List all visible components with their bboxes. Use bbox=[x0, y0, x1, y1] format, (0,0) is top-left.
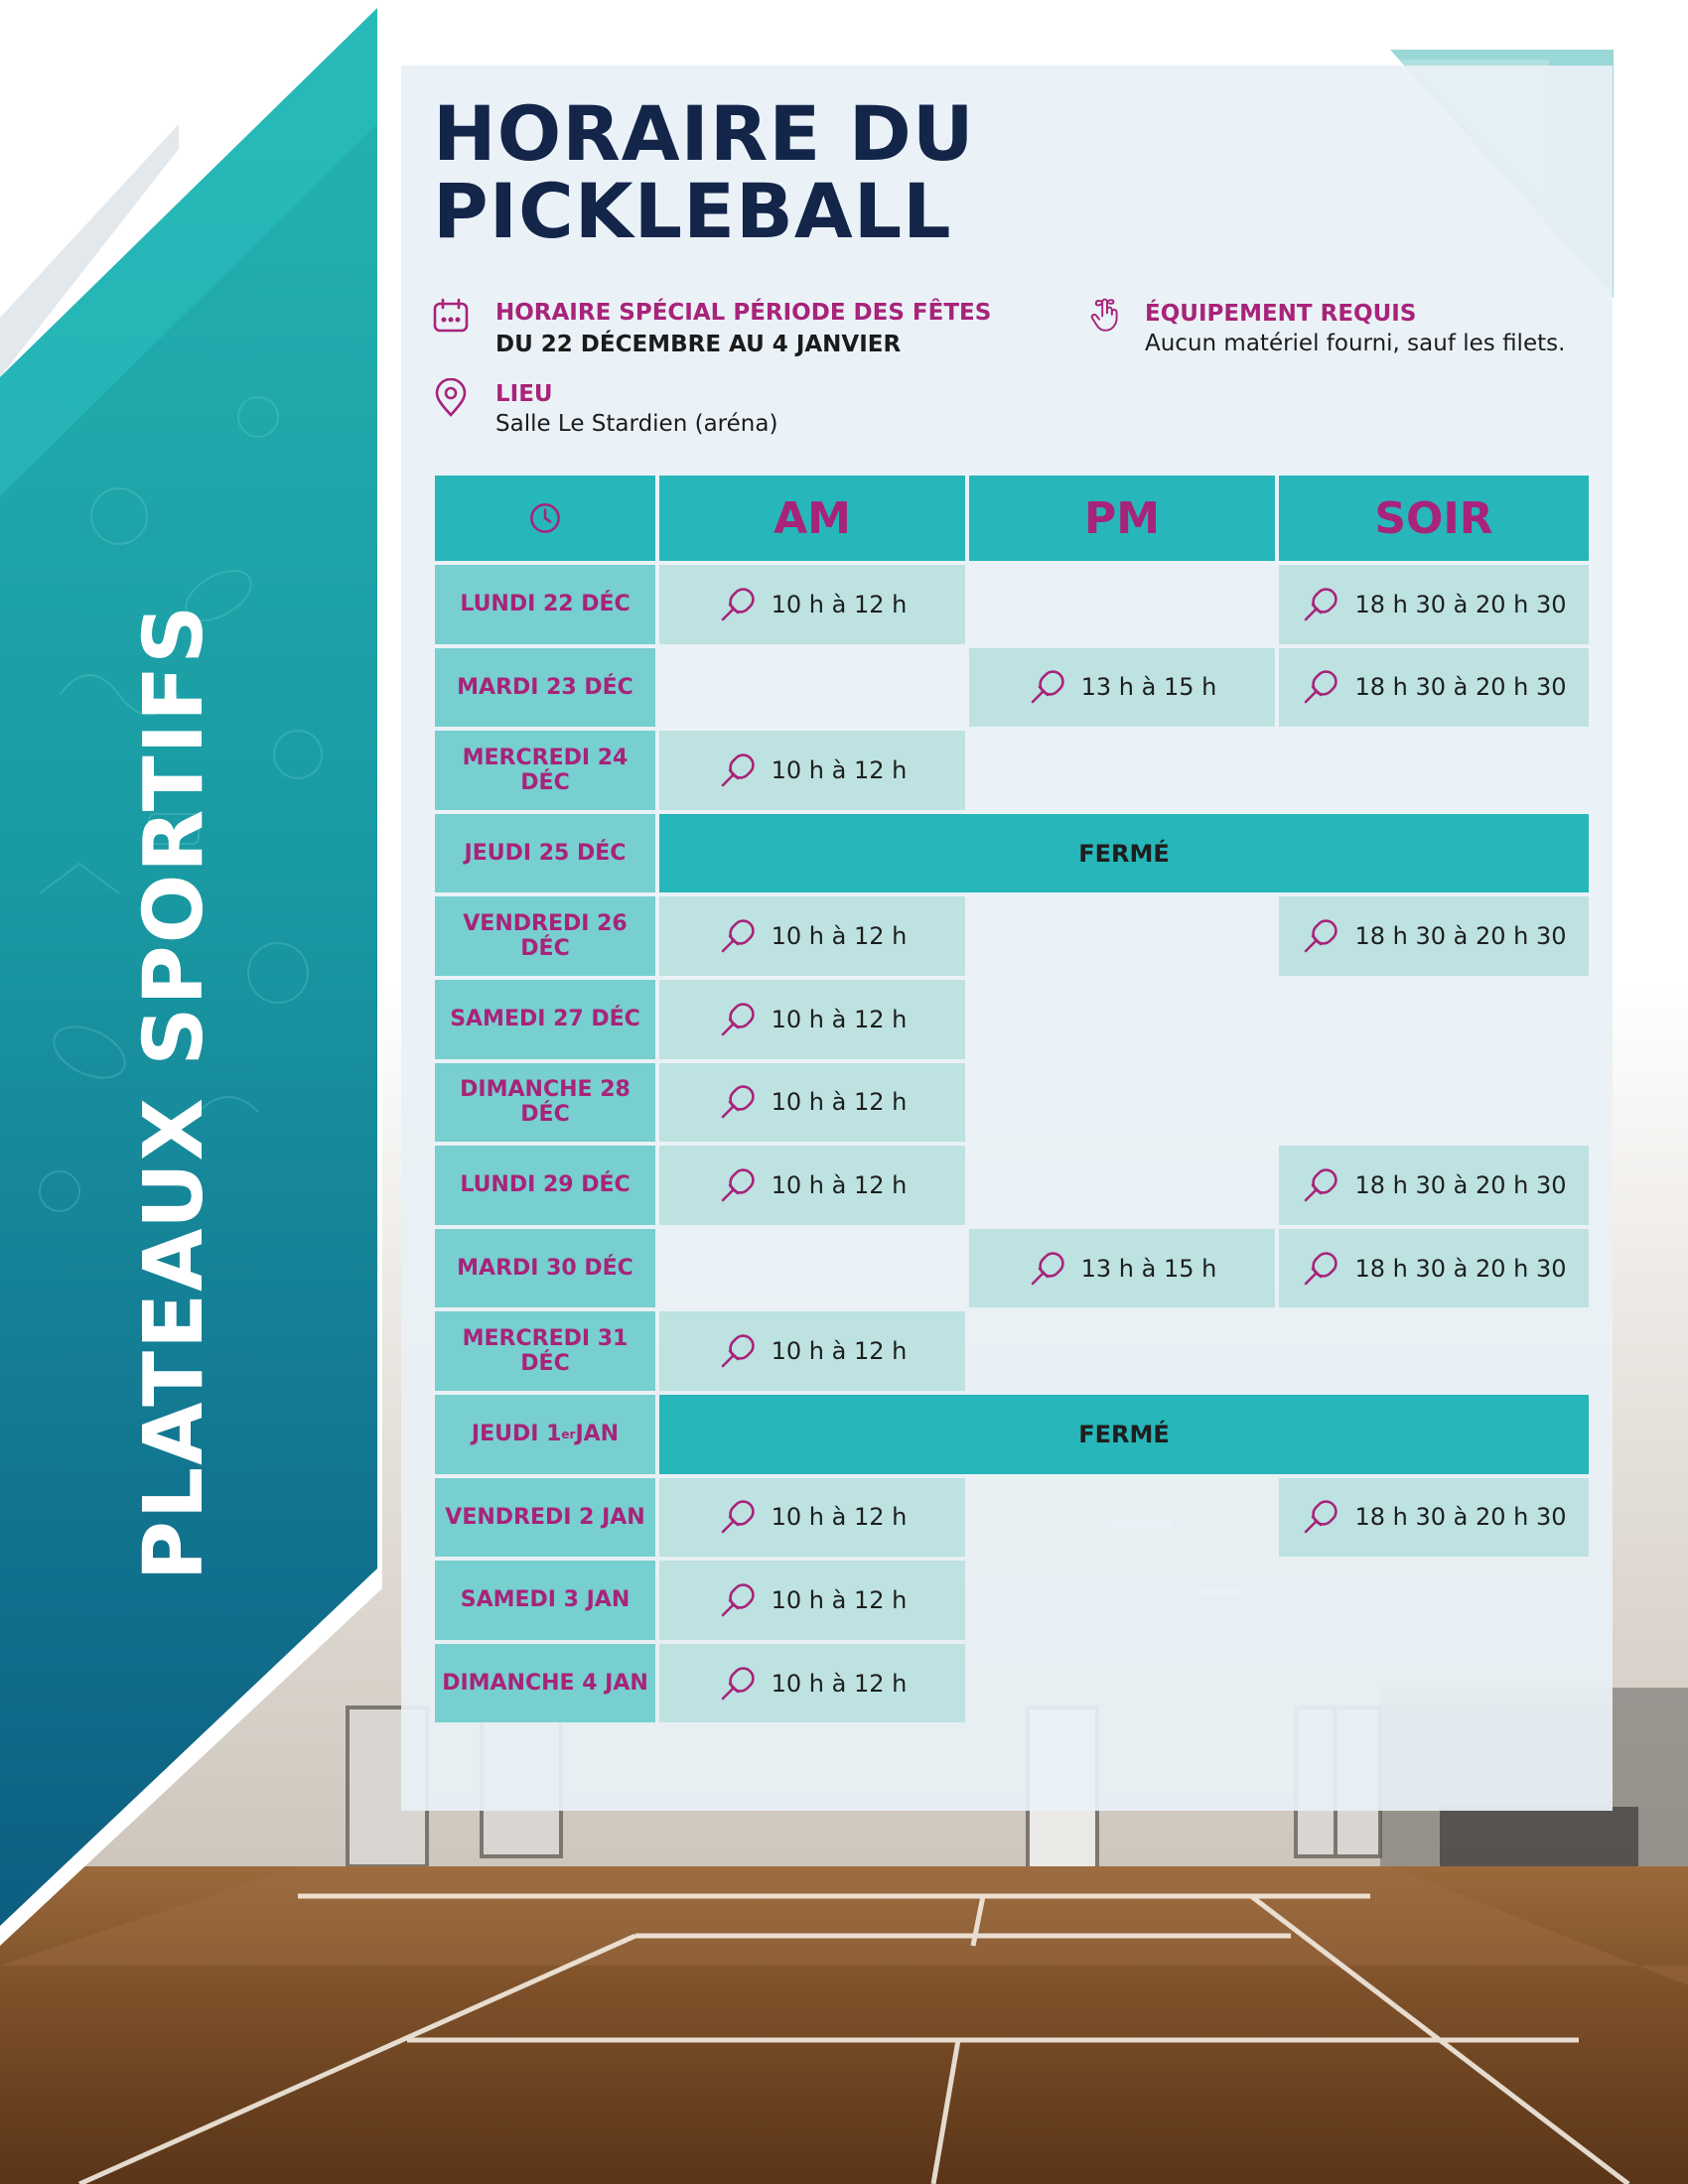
table-header-time bbox=[435, 476, 655, 561]
slot-time: 10 h à 12 h bbox=[771, 1088, 908, 1117]
day-label: VENDREDI 2 JAN bbox=[445, 1504, 645, 1530]
slot-am bbox=[659, 565, 965, 644]
slot-am bbox=[659, 980, 965, 1059]
slot-time: 10 h à 12 h bbox=[771, 1585, 908, 1614]
pickleball-paddle-icon bbox=[718, 1664, 758, 1704]
slot-pm bbox=[969, 1311, 1275, 1391]
slot-time: 13 h à 15 h bbox=[1080, 673, 1217, 702]
side-banner-label bbox=[124, 496, 223, 1688]
pickleball-paddle-icon bbox=[718, 1165, 758, 1205]
day-label: LUNDI 29 DÉC bbox=[460, 1172, 631, 1198]
day-label: SAMEDI 3 JAN bbox=[460, 1587, 631, 1613]
slot-time: 10 h à 12 h bbox=[771, 590, 908, 618]
day-label: MARDI 30 DÉC bbox=[457, 1256, 633, 1282]
location-text: Salle Le Stardien (aréna) bbox=[495, 411, 778, 437]
pickleball-paddle-icon bbox=[1028, 1249, 1067, 1289]
slot-am bbox=[659, 1478, 965, 1558]
table-row-day bbox=[435, 1311, 655, 1391]
table-header-pm: PM bbox=[969, 476, 1275, 561]
day-label: JEUDI 1 bbox=[471, 1422, 562, 1447]
slot-pm bbox=[969, 648, 1275, 728]
day-label: MERCREDI 31 DÉC bbox=[462, 1326, 629, 1377]
pickleball-paddle-icon bbox=[1301, 667, 1340, 707]
page-title-line1: HORAIRE DU bbox=[433, 89, 975, 178]
slot-pm bbox=[969, 1146, 1275, 1225]
table-row-day bbox=[435, 980, 655, 1059]
side-banner-text: PLATEAUX SPORTIFS bbox=[126, 603, 221, 1581]
slot-pm bbox=[969, 896, 1275, 976]
slot-am bbox=[659, 1146, 965, 1225]
pickleball-paddle-icon bbox=[718, 916, 758, 956]
table-row-day bbox=[435, 565, 655, 644]
table-header-soir: SOIR bbox=[1279, 476, 1589, 561]
slot-pm bbox=[969, 980, 1275, 1059]
slot-am bbox=[659, 1063, 965, 1143]
slot-soir bbox=[1279, 1561, 1589, 1640]
slot-am bbox=[659, 1311, 965, 1391]
table-row-day bbox=[435, 1146, 655, 1225]
slot-pm bbox=[969, 1063, 1275, 1143]
pickleball-paddle-icon bbox=[718, 1580, 758, 1620]
slot-soir bbox=[1279, 1478, 1589, 1558]
table-row-day bbox=[435, 731, 655, 810]
slot-time: 13 h à 15 h bbox=[1080, 1254, 1217, 1283]
slot-time: 10 h à 12 h bbox=[771, 1503, 908, 1532]
pickleball-paddle-icon bbox=[1301, 585, 1340, 624]
table-row-day bbox=[435, 814, 655, 893]
pickleball-paddle-icon bbox=[718, 1331, 758, 1371]
calendar-icon bbox=[431, 296, 471, 336]
pickleball-paddle-icon bbox=[1301, 1165, 1340, 1205]
table-row-day bbox=[435, 1478, 655, 1558]
special-schedule-dates: DU 22 DÉCEMBRE AU 4 JANVIER bbox=[495, 332, 902, 357]
slot-soir bbox=[1279, 1311, 1589, 1391]
table-row-day bbox=[435, 896, 655, 976]
hand-ribbon-icon bbox=[1087, 294, 1131, 343]
day-label: SAMEDI 27 DÉC bbox=[450, 1007, 640, 1032]
slot-soir bbox=[1279, 1644, 1589, 1723]
slot-time: 18 h 30 à 20 h 30 bbox=[1354, 1254, 1567, 1283]
slot-soir bbox=[1279, 1146, 1589, 1225]
table-row-day bbox=[435, 648, 655, 728]
slot-pm bbox=[969, 1644, 1275, 1723]
slot-pm bbox=[969, 1478, 1275, 1558]
day-label: JEUDI 25 DÉC bbox=[464, 841, 627, 867]
day-label: DIMANCHE 4 JAN bbox=[442, 1671, 648, 1697]
closed-cell: FERMÉ bbox=[659, 814, 1589, 893]
pickleball-paddle-icon bbox=[718, 1000, 758, 1039]
slot-soir bbox=[1279, 980, 1589, 1059]
special-schedule-heading: HORAIRE SPÉCIAL PÉRIODE DES FÊTES bbox=[495, 300, 992, 326]
slot-soir bbox=[1279, 731, 1589, 810]
slot-soir bbox=[1279, 648, 1589, 728]
slot-time: 10 h à 12 h bbox=[771, 1170, 908, 1199]
slot-soir bbox=[1279, 1063, 1589, 1143]
table-row-day bbox=[435, 1561, 655, 1640]
slot-am bbox=[659, 731, 965, 810]
clock-icon bbox=[528, 501, 562, 535]
pickleball-paddle-icon bbox=[718, 585, 758, 624]
slot-pm bbox=[969, 1561, 1275, 1640]
table-row-day bbox=[435, 1063, 655, 1143]
table-row-day bbox=[435, 1229, 655, 1308]
table-header-am: AM bbox=[659, 476, 965, 561]
slot-time: 10 h à 12 h bbox=[771, 1669, 908, 1698]
page-title bbox=[433, 89, 975, 255]
day-label: VENDREDI 26 DÉC bbox=[463, 911, 628, 962]
slot-am bbox=[659, 1644, 965, 1723]
slot-pm bbox=[969, 1229, 1275, 1308]
map-pin-icon bbox=[431, 378, 471, 418]
schedule-table bbox=[435, 476, 1591, 1780]
day-label: LUNDI 22 DÉC bbox=[460, 592, 631, 617]
equipment-heading: ÉQUIPEMENT REQUIS bbox=[1145, 301, 1417, 327]
page-title-line2: PICKLEBALL bbox=[433, 167, 952, 255]
slot-am bbox=[659, 648, 965, 728]
pickleball-paddle-icon bbox=[718, 1497, 758, 1537]
slot-time: 18 h 30 à 20 h 30 bbox=[1354, 1170, 1567, 1199]
slot-time: 10 h à 12 h bbox=[771, 1005, 908, 1033]
table-row-day bbox=[435, 1395, 655, 1474]
slot-am bbox=[659, 896, 965, 976]
slot-soir bbox=[1279, 565, 1589, 644]
location-heading: LIEU bbox=[495, 381, 553, 407]
pickleball-paddle-icon bbox=[1028, 667, 1067, 707]
slot-time: 18 h 30 à 20 h 30 bbox=[1354, 1503, 1567, 1532]
pickleball-paddle-icon bbox=[1301, 916, 1340, 956]
slot-time: 18 h 30 à 20 h 30 bbox=[1354, 673, 1567, 702]
slot-am bbox=[659, 1229, 965, 1308]
day-label: MARDI 23 DÉC bbox=[457, 674, 633, 700]
day-label-superscript: er bbox=[561, 1427, 576, 1441]
equipment-text: Aucun matériel fourni, sauf les filets. bbox=[1145, 331, 1566, 356]
slot-soir bbox=[1279, 1229, 1589, 1308]
day-label-suffix: JAN bbox=[575, 1422, 620, 1447]
day-label: MERCREDI 24 DÉC bbox=[462, 745, 629, 795]
day-label: DIMANCHE 28 DÉC bbox=[460, 1077, 631, 1128]
slot-soir bbox=[1279, 896, 1589, 976]
slot-pm bbox=[969, 731, 1275, 810]
pickleball-paddle-icon bbox=[1301, 1249, 1340, 1289]
slot-time: 10 h à 12 h bbox=[771, 1337, 908, 1366]
closed-cell: FERMÉ bbox=[659, 1395, 1589, 1474]
slot-time: 18 h 30 à 20 h 30 bbox=[1354, 922, 1567, 951]
pickleball-paddle-icon bbox=[718, 1082, 758, 1122]
pickleball-paddle-icon bbox=[1301, 1497, 1340, 1537]
slot-time: 18 h 30 à 20 h 30 bbox=[1354, 590, 1567, 618]
slot-time: 10 h à 12 h bbox=[771, 755, 908, 784]
table-row-day bbox=[435, 1644, 655, 1723]
slot-am bbox=[659, 1561, 965, 1640]
slot-time: 10 h à 12 h bbox=[771, 922, 908, 951]
pickleball-paddle-icon bbox=[718, 751, 758, 790]
slot-pm bbox=[969, 565, 1275, 644]
